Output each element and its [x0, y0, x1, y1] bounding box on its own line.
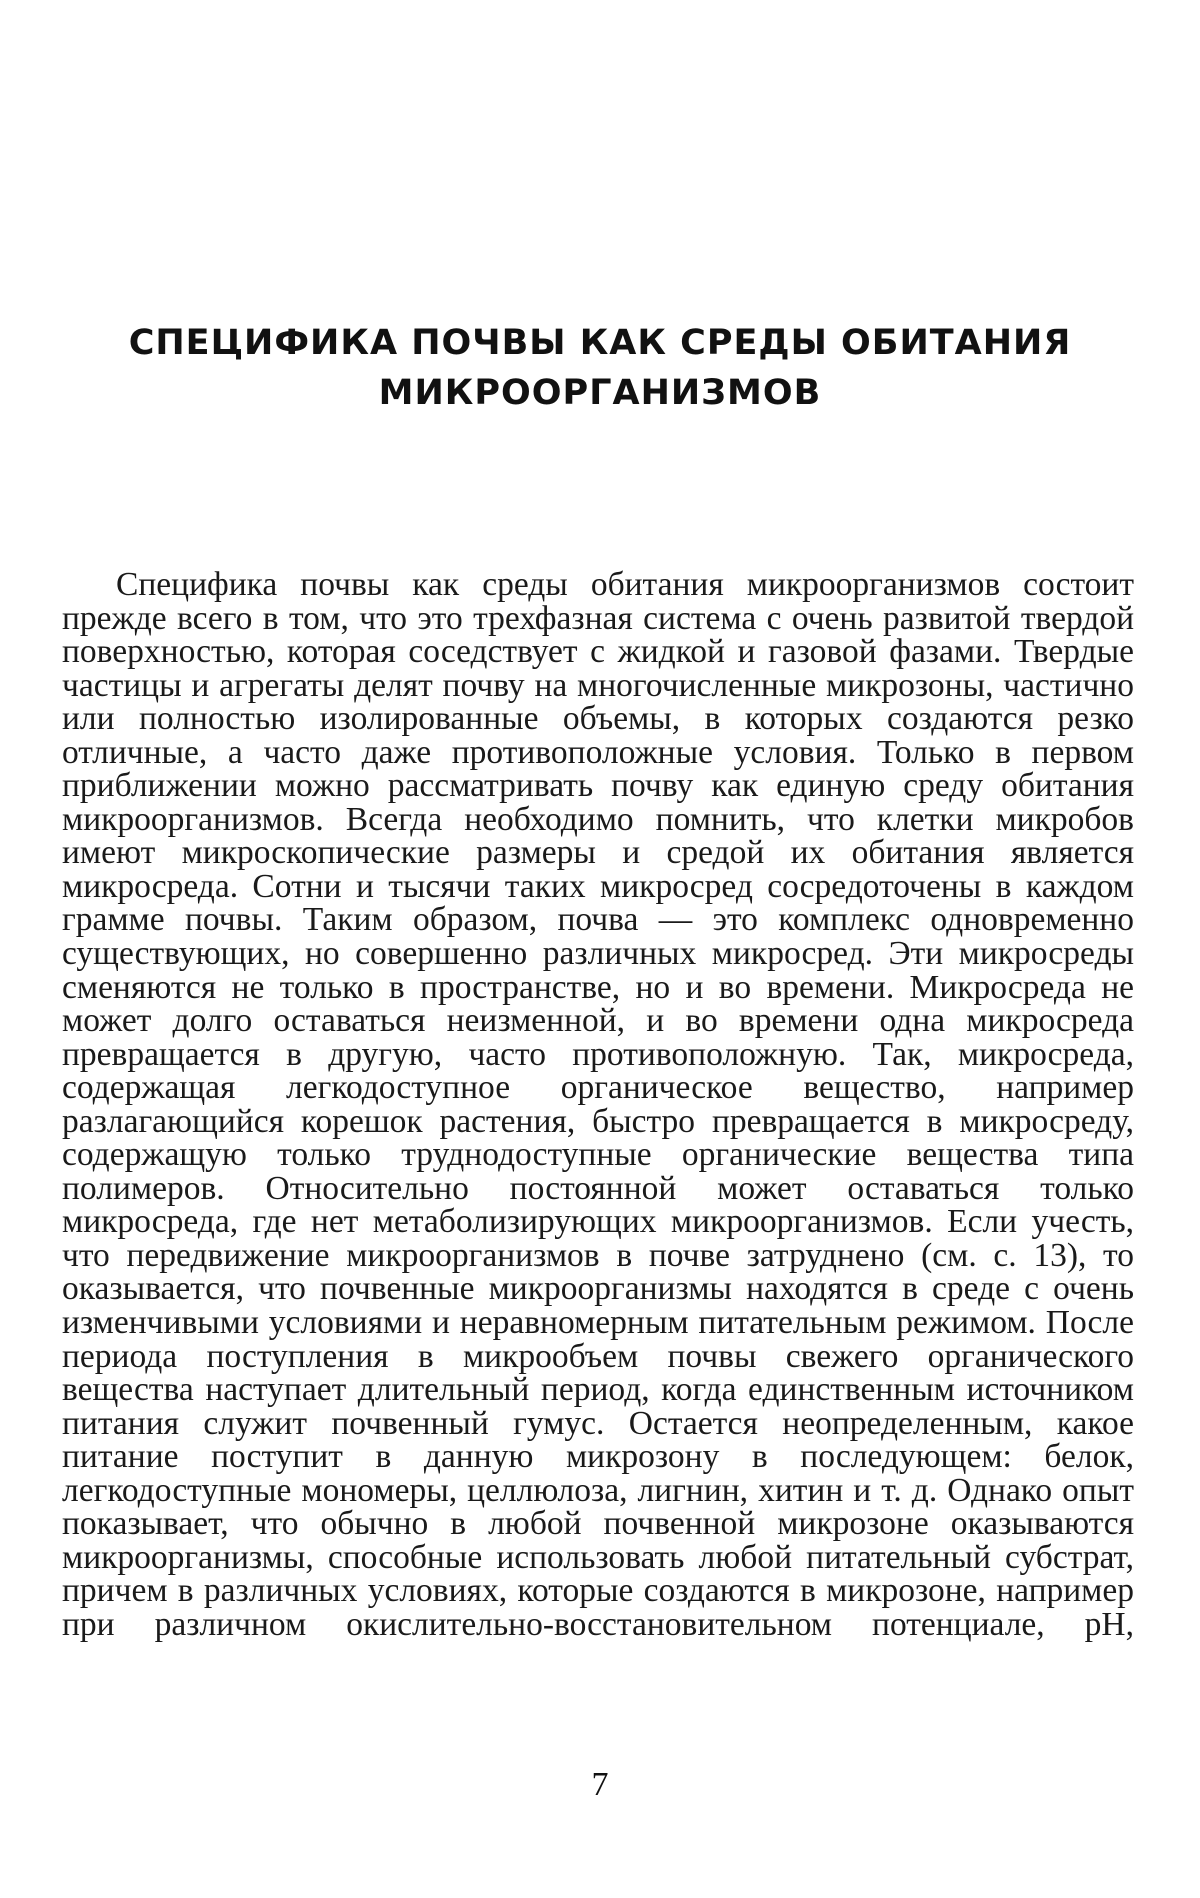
paragraph: Специфика почвы как среды обитания микроорганизмов состоит прежде всего в том, что это трехфазная система с очень развитой твердой поверхностью, которая соседствует с жидкой и газовой фазами. Твердые частицы и агрегаты делят почву на многочисленные микрозоны, частично или полностью изолированные объемы, в которых создаются резко отличные, а часто даже противоположные условия. Только в первом приближении можно рассматривать почву как единую среду обитания микроорганизмов. Всегда необходимо помнить, что клетки микробов имеют микроскопические размеры и средой их обитания является микросреда. Сотни и тысячи таких микросред сосредоточены в каждом грамме почвы. Таким образом, почва — это комплекс одновременно существующих, но совершенно различных микросред. Эти микросреды сменяются не только в пространстве, но и во времени. Микросреда не может долго оставаться неизменной, и во времени одна микросреда превращается в другую, часто противоположную. Так, микросреда, содержащая легкодоступное органическое вещество, например разлагающийся корешок растения, быстро превращается в микросреду, содержащую только труднодоступные органические вещества типа полимеров. Относительно постоянной может оставаться только микросреда, где нет метаболизирующих микроорганизмов. Если учесть, что передвижение микроорганизмов в почве затруднено (см. с. 13), то оказывается, что почвенные микроорганизмы находятся в среде с очень изменчивыми условиями и неравномерным питательным режимом. После периода поступления в микрообъем почвы свежего органического вещества наступает длительный период, когда единственным источником питания служит почвенный гумус. Остается неопределенным, какое питание поступит в данную микрозону в последующем: белок, легкодоступные мономеры, целлюлоза, лигнин, хитин и т. д. Однако опыт показывает, что обычно в любой почвенной микрозоне оказываются микроорганизмы, способные использовать любой питательный субстрат, причем в различных условиях, которые создаются в микрозоне, например при различном окислительно-восстановительном потенциале, pH, — [62, 566, 1134, 1643]
chapter-title-line-2: МИКРООРГАНИЗМОВ — [378, 373, 822, 413]
body-text — [62, 568, 1134, 1642]
chapter-title-line-1: СПЕЦИФИКА ПОЧВЫ КАК СРЕДЫ ОБИТАНИЯ — [128, 323, 1072, 363]
page-number: 7 — [591, 1766, 609, 1803]
chapter-title — [60, 318, 1140, 418]
